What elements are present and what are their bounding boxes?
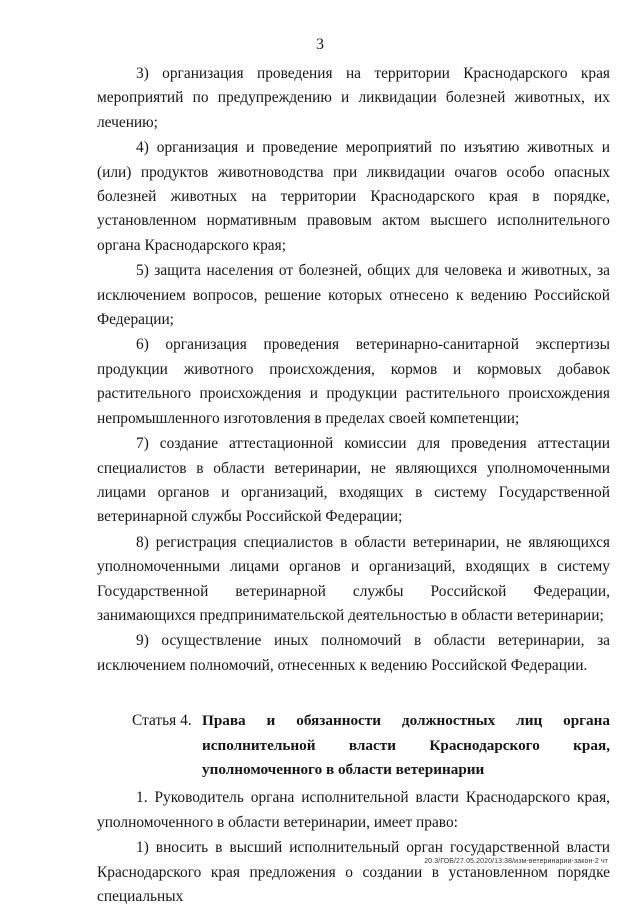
- article-subitem-1: 1) вносить в высший исполнительный орган государственной власти Краснодарского края предложения о создании в установленном порядке специальных: [97, 839, 610, 905]
- document-body: [97, 62, 610, 909]
- paragraph-item-8: 8) регистрация специалистов в области ветеринарии, не являющихся уполномоченными лицами органов и организаций, входящих в систему Государственной ветеринарной службы Российской Федерации, занимающихся предпринимательской деятельностью в области ветеринарии;: [97, 533, 610, 624]
- paragraph-item-5: 5) защита населения от болезней, общих для человека и животных, за исключением вопросов, решение которых отнесено к ведению Российской Федерации;: [97, 262, 610, 329]
- page-number: 3: [316, 36, 324, 53]
- article-title: Права и обязанности должностных лиц органа исполнительной власти Краснодарского края, уполномоченного в области ветеринарии: [202, 712, 610, 778]
- article-heading: [97, 709, 610, 782]
- article-label: Статья 4.: [132, 712, 192, 730]
- article-paragraph-1: 1. Руководитель органа исполнительной власти Краснодарского края, уполномоченного в области ветеринарии, имеет право:: [97, 789, 610, 831]
- paragraph-item-6: 6) организация проведения ветеринарно-санитарной экспертизы продукции животного происхождения, кормов и кормовых добавок растительного происхождения и продукции растительного происхождения непромышленного изготовления в пределах своей компетенции;: [97, 336, 610, 427]
- article-body: [97, 786, 610, 909]
- footer-file-stamp: 20.3/ГОБ/27.05.2020/13:38/изм-ветеринарии-закон-2 чт: [424, 858, 608, 865]
- paragraph-item-3: 3) организация проведения на территории Краснодарского края мероприятий по предупреждению и ликвидации болезней животных, их лечению;: [97, 65, 610, 131]
- paragraph-item-9: 9) осуществление иных полномочий в области ветеринарии, за исключением полномочий, отнесенных к ведению Российской Федерации.: [97, 632, 610, 674]
- paragraph-item-7: 7) создание аттестационной комиссии для проведения аттестации специалистов в области ветеринарии, не являющихся уполномоченными лицами органов и организаций, входящих в систему Государственной ветеринарной службы Российской Федерации;: [97, 435, 610, 526]
- paragraph-item-4: 4) организация и проведение мероприятий по изъятию животных и (или) продуктов животноводства при ликвидации очагов особо опасных болезней животных на территории Краснодарского края в порядке, установленном нормативным правовым актом высшего исполнительного органа Краснодарского края;: [97, 139, 610, 254]
